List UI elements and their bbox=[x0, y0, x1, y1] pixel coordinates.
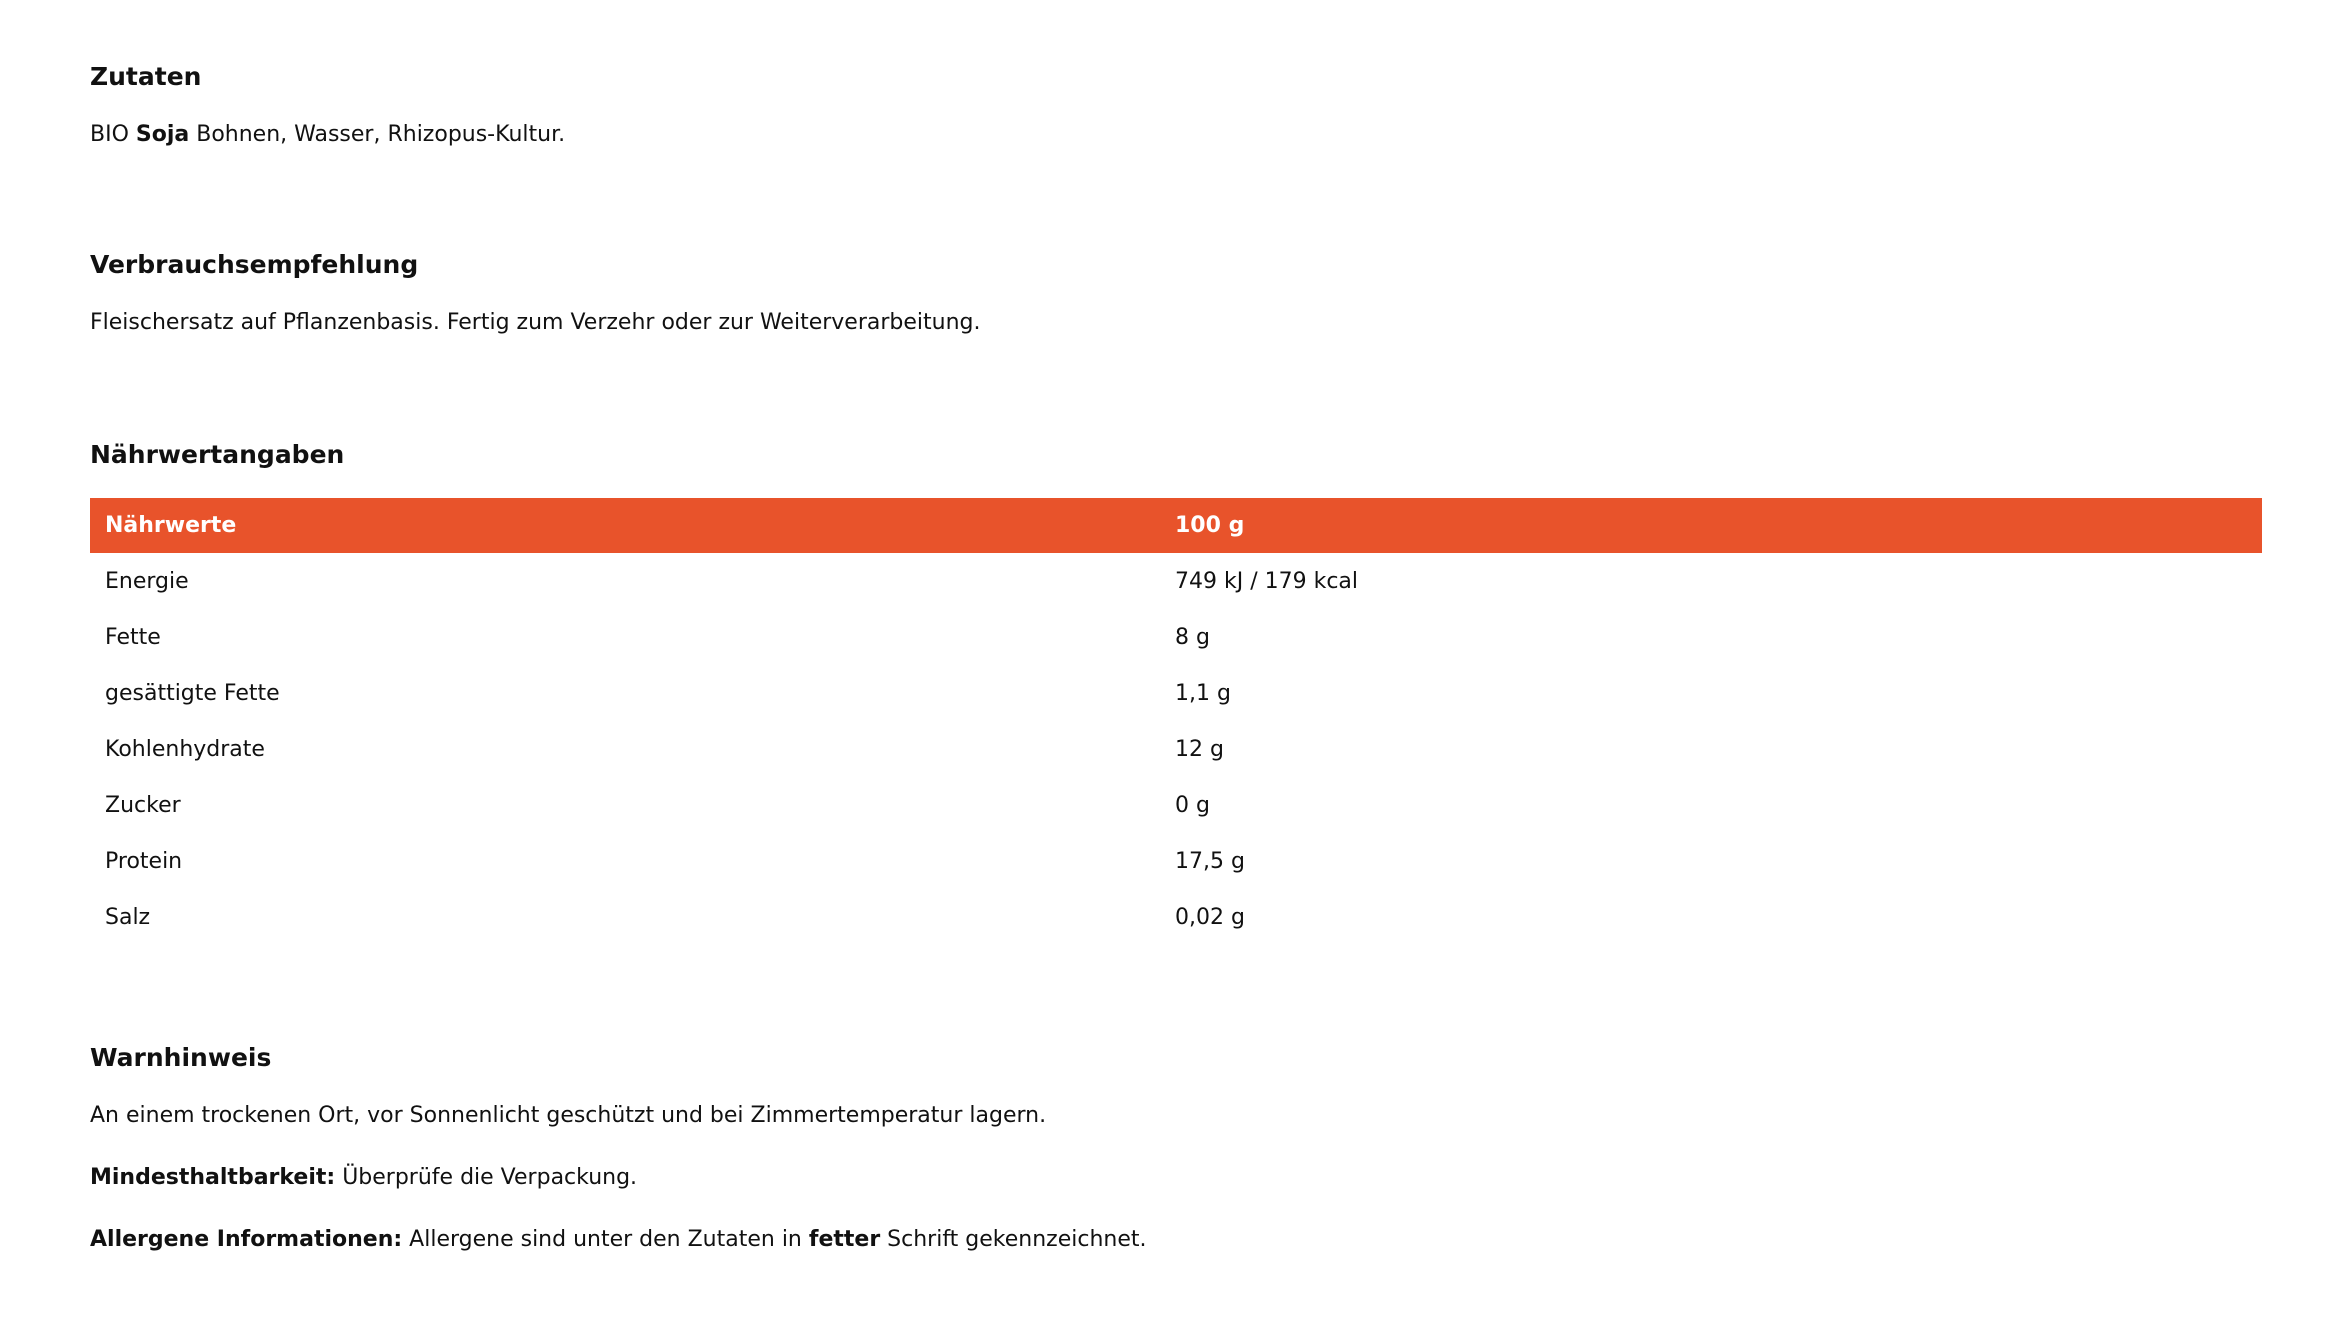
nutrition-row-value: 1,1 g bbox=[1175, 680, 1231, 706]
allergen-info-part-1: Allergene sind unter den Zutaten in bbox=[402, 1227, 809, 1252]
zutaten-text bbox=[90, 122, 565, 147]
nutrition-row-name: Energie bbox=[105, 568, 189, 594]
verbrauch-heading: Verbrauchsempfehlung bbox=[90, 250, 419, 279]
nutrition-row-value: 0,02 g bbox=[1175, 904, 1245, 930]
nutrition-row bbox=[90, 665, 2262, 721]
zutaten-heading: Zutaten bbox=[90, 62, 202, 91]
nutrition-table-body bbox=[90, 553, 2262, 945]
nutrition-row bbox=[90, 609, 2262, 665]
nutrition-row bbox=[90, 777, 2262, 833]
zutaten-text-suffix: Bohnen, Wasser, Rhizopus-Kultur. bbox=[189, 122, 566, 147]
zutaten-allergen-bold: Soja bbox=[135, 122, 190, 147]
naehrwert-heading: Nährwertangaben bbox=[90, 440, 345, 469]
nutrition-row-name: Salz bbox=[105, 904, 151, 930]
mindesthaltbarkeit-text bbox=[90, 1165, 637, 1190]
nutrition-row bbox=[90, 553, 2262, 609]
allergen-info-part-2: Schrift gekennzeichnet. bbox=[880, 1227, 1147, 1252]
nutrition-header-name: Nährwerte bbox=[90, 498, 1160, 553]
nutrition-table-header bbox=[90, 498, 2262, 553]
verbrauch-text: Fleischersatz auf Pflanzenbasis. Fertig zum Verzehr oder zur Weiterverarbeitung. bbox=[90, 310, 981, 335]
warnhinweis-heading: Warnhinweis bbox=[90, 1043, 272, 1072]
nutrition-row-name: Fette bbox=[105, 624, 161, 650]
nutrition-row-name: gesättigte Fette bbox=[105, 680, 280, 706]
nutrition-row-name: Kohlenhydrate bbox=[105, 736, 265, 762]
zutaten-text-prefix: BIO bbox=[90, 122, 136, 147]
allergen-info-bold-word: fetter bbox=[808, 1227, 881, 1252]
nutrition-row-value: 12 g bbox=[1175, 736, 1224, 762]
mindesthaltbarkeit-value: Überprüfe die Verpackung. bbox=[335, 1165, 638, 1190]
nutrition-header-value: 100 g bbox=[1160, 498, 2262, 553]
allergen-info-text bbox=[90, 1227, 1147, 1252]
warnhinweis-text: An einem trockenen Ort, vor Sonnenlicht geschützt und bei Zimmertemperatur lagern. bbox=[90, 1103, 1047, 1128]
nutrition-row-name: Zucker bbox=[105, 792, 181, 818]
allergen-info-label: Allergene Informationen: bbox=[90, 1227, 403, 1252]
nutrition-table bbox=[90, 498, 2262, 945]
nutrition-row-value: 17,5 g bbox=[1175, 848, 1245, 874]
nutrition-row bbox=[90, 833, 2262, 889]
nutrition-row-value: 8 g bbox=[1175, 624, 1210, 650]
nutrition-row-value: 749 kJ / 179 kcal bbox=[1175, 568, 1359, 594]
nutrition-row bbox=[90, 721, 2262, 777]
nutrition-row-value: 0 g bbox=[1175, 792, 1210, 818]
nutrition-row bbox=[90, 889, 2262, 945]
mindesthaltbarkeit-label: Mindesthaltbarkeit: bbox=[90, 1165, 336, 1190]
nutrition-row-name: Protein bbox=[105, 848, 183, 874]
